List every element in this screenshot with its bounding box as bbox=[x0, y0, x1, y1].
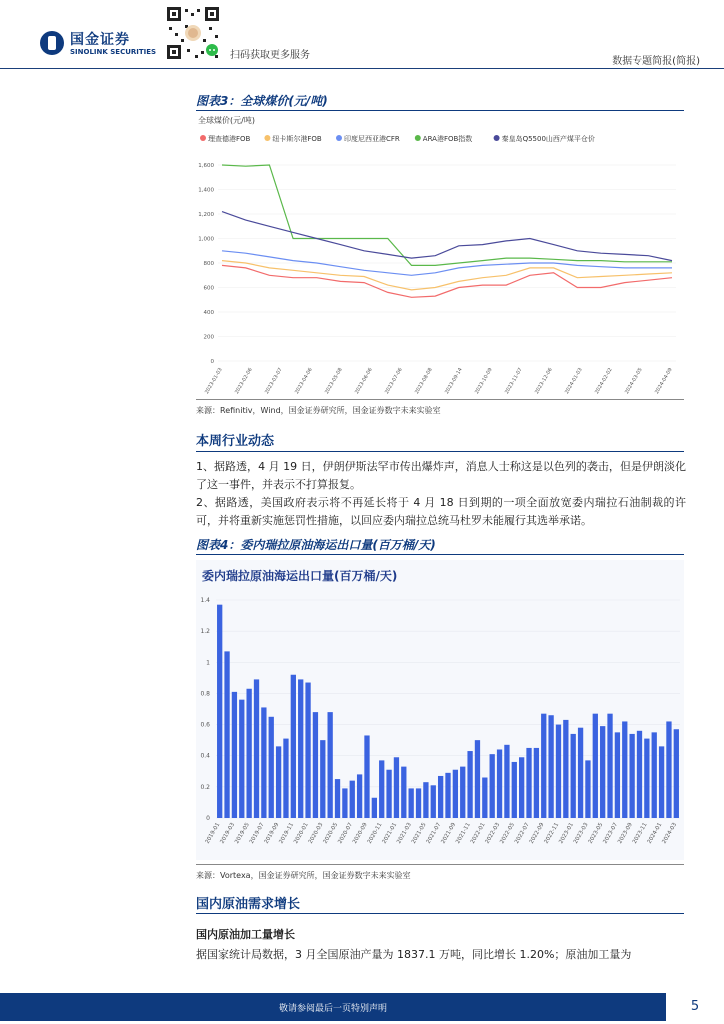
bar bbox=[364, 735, 369, 818]
bar bbox=[563, 720, 568, 818]
bar bbox=[335, 779, 340, 818]
chart1-title: 全球煤价(元/吨) bbox=[198, 116, 255, 125]
legend-marker bbox=[264, 135, 270, 141]
x-tick-label: 2023-09-14 bbox=[444, 367, 464, 396]
bar bbox=[313, 712, 318, 818]
x-tick-label: 2024-03 bbox=[661, 822, 679, 845]
x-tick-label: 2023-04-06 bbox=[294, 367, 314, 396]
bar bbox=[232, 692, 237, 818]
y-tick-label: 1,000 bbox=[198, 236, 214, 243]
bar bbox=[607, 714, 612, 818]
x-tick-label: 2022-05 bbox=[499, 822, 517, 845]
venezuela-export-chart bbox=[196, 560, 684, 860]
bar bbox=[504, 745, 509, 818]
x-tick-label: 2023-07 bbox=[602, 822, 620, 845]
bar bbox=[239, 700, 244, 818]
brand-logo bbox=[40, 27, 180, 63]
bar bbox=[283, 739, 288, 818]
header-divider bbox=[0, 68, 724, 69]
figure3-bottom-rule bbox=[196, 399, 684, 400]
bar bbox=[254, 679, 259, 818]
x-tick-label: 2022-03 bbox=[484, 822, 502, 845]
bar bbox=[622, 721, 627, 818]
y-tick-label: 1.2 bbox=[200, 628, 210, 636]
y-tick-label: 1,600 bbox=[198, 163, 214, 169]
bar bbox=[571, 734, 576, 818]
figure4-source: 来源：Vortexa，国金证券研究所，国金证券数字未来实验室 bbox=[196, 871, 411, 880]
bar bbox=[350, 781, 355, 818]
x-tick-label: 2024-01-03 bbox=[564, 367, 584, 396]
section2-subheading: 国内原油加工量增长 bbox=[196, 928, 295, 941]
section1-heading: 本周行业动态 bbox=[196, 434, 275, 449]
y-tick-label: 1.4 bbox=[200, 597, 210, 604]
bar bbox=[600, 726, 605, 818]
y-tick-label: 0 bbox=[210, 359, 214, 365]
y-tick-label: 0.8 bbox=[200, 690, 210, 698]
figure3-rule bbox=[196, 110, 684, 111]
bar bbox=[224, 651, 229, 818]
bar bbox=[342, 788, 347, 818]
x-tick-label: 2019-01 bbox=[204, 822, 222, 845]
x-tick-label: 2022-09 bbox=[528, 822, 546, 845]
bar bbox=[526, 748, 531, 818]
bar bbox=[217, 605, 222, 818]
bar bbox=[379, 760, 384, 818]
figure3-source: 来源：Refinitiv，Wind，国金证券研究所，国金证券数字未来实验室 bbox=[196, 406, 441, 415]
x-tick-label: 2020-05 bbox=[322, 822, 340, 845]
y-tick-label: 1 bbox=[206, 659, 210, 667]
report-type: 数据专题简报(简报) bbox=[612, 56, 700, 67]
x-tick-label: 2019-05 bbox=[234, 822, 251, 845]
coal-price-svg bbox=[196, 113, 684, 397]
bar bbox=[467, 751, 472, 818]
bar bbox=[578, 728, 583, 818]
x-tick-label: 2023-03-07 bbox=[264, 367, 284, 396]
bar bbox=[637, 731, 642, 818]
bar bbox=[512, 762, 517, 818]
x-tick-label: 2023-11 bbox=[631, 822, 649, 845]
legend-label: 印度尼西亚港CFR bbox=[344, 135, 400, 143]
x-tick-label: 2023-01 bbox=[558, 822, 575, 845]
bar bbox=[548, 715, 553, 818]
y-tick-label: 0 bbox=[206, 815, 210, 822]
bar bbox=[666, 721, 671, 818]
bar bbox=[438, 776, 443, 818]
section2-rule bbox=[196, 913, 684, 914]
bar bbox=[460, 767, 465, 818]
series-line bbox=[222, 212, 672, 261]
series-line bbox=[222, 261, 672, 290]
x-tick-label: 2020-07 bbox=[337, 822, 354, 845]
bar bbox=[652, 732, 657, 818]
page-number: 5 bbox=[690, 999, 700, 1014]
bar bbox=[386, 770, 391, 818]
bar bbox=[431, 785, 436, 818]
bar bbox=[497, 749, 502, 818]
bar bbox=[320, 740, 325, 818]
bar bbox=[659, 746, 664, 818]
x-tick-label: 2022-11 bbox=[543, 822, 561, 845]
x-tick-label: 2023-08-08 bbox=[414, 367, 434, 396]
bar bbox=[541, 714, 546, 818]
legend-marker bbox=[415, 135, 421, 141]
logo-mark-icon bbox=[40, 31, 64, 55]
x-tick-label: 2023-10-09 bbox=[474, 367, 494, 396]
bar bbox=[629, 734, 634, 818]
x-tick-label: 2023-09 bbox=[617, 822, 634, 845]
y-tick-label: 800 bbox=[203, 261, 214, 267]
x-tick-label: 2023-02-06 bbox=[234, 367, 254, 396]
coal-price-chart bbox=[196, 113, 684, 397]
bar bbox=[445, 773, 450, 818]
legend-label: 理查德港FOB bbox=[208, 135, 251, 143]
bar bbox=[372, 798, 377, 818]
x-tick-label: 2023-01-03 bbox=[204, 367, 224, 396]
figure4-rule bbox=[196, 554, 684, 555]
bar bbox=[409, 788, 414, 818]
bar bbox=[416, 788, 421, 818]
x-tick-label: 2021-05 bbox=[410, 822, 428, 845]
bar bbox=[475, 740, 480, 818]
x-tick-label: 2021-01 bbox=[381, 822, 399, 845]
y-tick-label: 1,400 bbox=[198, 187, 214, 194]
x-tick-label: 2020-09 bbox=[352, 822, 369, 845]
news-paragraph-1: 1、据路透，4 月 19 日，伊朗伊斯法罕市传出爆炸声，消息人士称这是以色列的袭击，但是伊朗淡化了这一事件，并表示不打算报复。 bbox=[196, 460, 686, 491]
bar bbox=[357, 774, 362, 818]
x-tick-label: 2024-03-05 bbox=[624, 367, 644, 396]
news-paragraph-2: 2、据路透，美国政府表示将不再延长将于 4 月 18 日到期的一项全面放宽委内瑞拉石油制裁的许可，并将重新实施惩罚性措施，以回应委内瑞拉总统马杜罗未能履行其选举承诺。 bbox=[196, 496, 686, 527]
wechat-icon bbox=[206, 44, 218, 56]
legend-marker bbox=[336, 135, 342, 141]
x-tick-label: 2020-11 bbox=[366, 822, 384, 845]
figure4-bottom-rule bbox=[196, 864, 684, 865]
chart2-title: 委内瑞拉原油海运出口量(百万桶/天) bbox=[202, 569, 398, 583]
bar bbox=[453, 770, 458, 818]
bar bbox=[401, 767, 406, 818]
y-tick-label: 0.2 bbox=[200, 783, 210, 791]
bar bbox=[246, 689, 251, 818]
x-tick-label: 2023-12-06 bbox=[534, 367, 554, 396]
x-tick-label: 2023-06-06 bbox=[354, 367, 374, 396]
section2-heading: 国内原油需求增长 bbox=[196, 897, 301, 912]
bar bbox=[519, 757, 524, 818]
x-tick-label: 2021-03 bbox=[396, 822, 413, 845]
x-tick-label: 2023-07-06 bbox=[384, 367, 404, 396]
y-tick-label: 200 bbox=[203, 334, 214, 341]
bar bbox=[298, 679, 303, 818]
qr-caption: 扫码获取更多服务 bbox=[230, 50, 310, 61]
x-tick-label: 2022-01 bbox=[469, 822, 487, 845]
x-tick-label: 2023-05 bbox=[587, 822, 605, 845]
y-tick-label: 600 bbox=[203, 285, 214, 292]
footer-disclaimer[interactable]: 敬请参阅最后一页特别声明 bbox=[278, 1004, 387, 1014]
bar bbox=[615, 732, 620, 818]
y-tick-label: 1,200 bbox=[198, 212, 214, 218]
bar bbox=[291, 675, 296, 818]
x-tick-label: 2021-07 bbox=[425, 822, 443, 845]
bar bbox=[269, 717, 274, 818]
x-tick-label: 2020-03 bbox=[307, 822, 325, 845]
bar bbox=[674, 729, 679, 818]
bar bbox=[556, 725, 561, 818]
bar bbox=[394, 757, 399, 818]
bar bbox=[644, 739, 649, 818]
x-tick-label: 2019-03 bbox=[219, 822, 237, 845]
y-tick-label: 400 bbox=[203, 310, 214, 316]
bar bbox=[593, 714, 598, 818]
logo-en-text: SINOLINK SECURITIES bbox=[70, 48, 157, 56]
x-tick-label: 2020-01 bbox=[293, 822, 310, 845]
legend-label: 秦皇岛Q5500山西产煤平仓价 bbox=[501, 135, 595, 143]
bar bbox=[585, 760, 590, 818]
x-tick-label: 2019-07 bbox=[248, 822, 266, 845]
x-tick-label: 2023-05-08 bbox=[324, 367, 344, 396]
figure3-title: 图表3：全球煤价(元/吨) bbox=[196, 94, 328, 108]
legend-label: ARA港FOB指数 bbox=[422, 135, 473, 143]
x-tick-label: 2021-11 bbox=[455, 822, 472, 845]
x-tick-label: 2024-04-09 bbox=[654, 367, 674, 396]
x-tick-label: 2023-03 bbox=[572, 822, 590, 845]
figure4-title: 图表4：委内瑞拉原油海运出口量(百万桶/天) bbox=[196, 538, 436, 552]
bar bbox=[261, 707, 266, 818]
x-tick-label: 2024-02-02 bbox=[594, 367, 614, 396]
bar bbox=[328, 712, 333, 818]
bar bbox=[423, 782, 428, 818]
bar bbox=[305, 683, 310, 818]
legend-label: 纽卡斯尔港FOB bbox=[272, 135, 322, 143]
venezuela-export-svg bbox=[196, 560, 684, 860]
y-tick-label: 0.6 bbox=[200, 721, 210, 729]
refining-paragraph: 据国家统计局数据，3 月全国原油产量为 1837.1 万吨，同比增长 1.20%；原油加工量为 bbox=[196, 948, 632, 961]
x-tick-label: 2019-11 bbox=[278, 822, 296, 845]
x-tick-label: 2023-11-07 bbox=[504, 367, 524, 396]
x-tick-label: 2021-09 bbox=[440, 822, 458, 845]
bar bbox=[482, 778, 487, 818]
y-tick-label: 0.4 bbox=[200, 752, 210, 760]
bar bbox=[490, 754, 495, 818]
x-tick-label: 2019-09 bbox=[263, 822, 281, 845]
logo-cn-text: 国金证券 bbox=[70, 32, 130, 48]
x-tick-label: 2024-01 bbox=[646, 822, 664, 845]
legend-marker bbox=[200, 135, 206, 141]
bar bbox=[534, 748, 539, 818]
x-tick-label: 2022-07 bbox=[514, 822, 531, 845]
legend-marker bbox=[494, 135, 500, 141]
bar bbox=[276, 746, 281, 818]
section1-rule bbox=[196, 451, 684, 452]
